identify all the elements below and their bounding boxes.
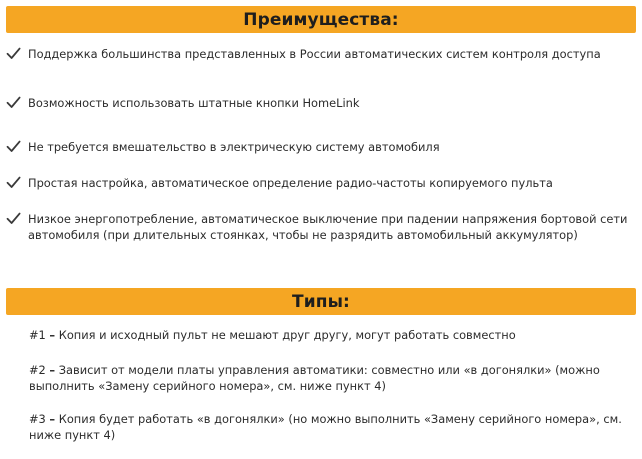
type-text: Копия будет работать «в догонялки» (но можно выполнить «Замену серийного номера», см. ниже пункт 4): [29, 412, 622, 442]
type-number: #3: [29, 412, 46, 426]
type-item: [29, 327, 629, 343]
advantage-text: Не требуется вмешательство в электрическую систему автомобиля: [28, 140, 440, 154]
type-text: Копия и исходный пульт не мешают друг другу, могут работать совместно: [58, 328, 516, 342]
check-icon: [6, 139, 28, 153]
advantage-item: [6, 139, 636, 155]
advantage-text: Низкое энергопотребление, автоматическое выключение при падении напряжения бортовой сети автомобиля (при длительных стоянках, чтобы не разрядить автомобильный аккумулятор): [28, 212, 628, 242]
type-number: #2: [29, 363, 46, 377]
type-number: #1: [29, 328, 46, 342]
type-dash: –: [49, 412, 56, 426]
type-dash: –: [49, 328, 56, 342]
advantage-item: [6, 175, 636, 191]
advantage-text: Поддержка большинства представленных в России автоматических систем контроля доступа: [28, 47, 601, 61]
types-title: Типы:: [292, 291, 350, 312]
check-icon: [6, 95, 28, 109]
advantage-item: [6, 95, 636, 111]
check-icon: [6, 46, 28, 60]
types-header: [6, 288, 636, 315]
advantages-title: Преимущества:: [243, 9, 399, 30]
check-icon: [6, 175, 28, 189]
advantage-item: [6, 46, 636, 62]
type-text: Зависит от модели платы управления автоматики: совместно или «в догонялки» (можно выполнить «Замену серийного номера», см. ниже пункт 4): [29, 363, 600, 393]
advantages-header: [6, 6, 636, 33]
type-item: [29, 411, 629, 443]
type-item: [29, 362, 629, 394]
advantage-text: Возможность использовать штатные кнопки HomeLink: [28, 96, 360, 110]
type-dash: –: [49, 363, 56, 377]
advantage-item: [6, 211, 636, 243]
check-icon: [6, 211, 28, 225]
advantage-text: Простая настройка, автоматическое определение радио-частоты копируемого пульта: [28, 176, 553, 190]
